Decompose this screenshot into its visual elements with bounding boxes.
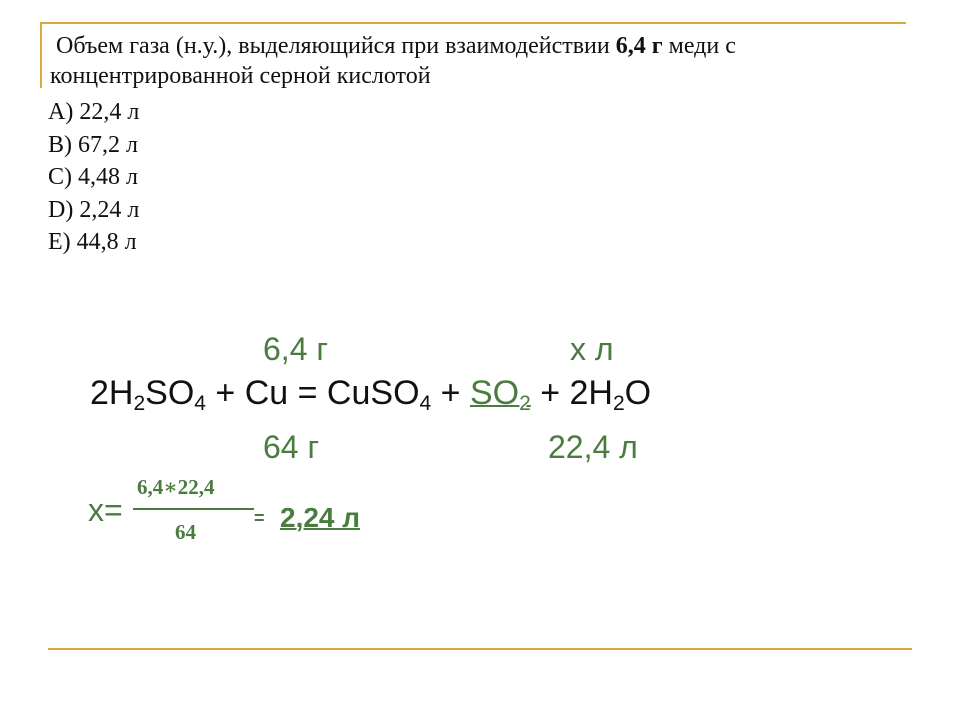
- label-cu-molar: 64 г: [263, 429, 320, 465]
- option-d: D) 2,24 л: [48, 196, 140, 223]
- question-line-2: концентрированной серной кислотой: [50, 63, 431, 89]
- eq-part: + 2H: [530, 374, 613, 412]
- eq-sub: 2: [133, 392, 146, 415]
- so2-sub: 2: [519, 392, 531, 415]
- eq-part: O: [624, 374, 652, 412]
- eq-sub: 2: [612, 392, 625, 415]
- label-so2-volume: х л: [570, 331, 614, 367]
- bottom-rule: [48, 648, 912, 650]
- x-label: х=: [88, 492, 123, 528]
- eq-part: +: [431, 374, 470, 412]
- reaction-equation: [90, 374, 651, 413]
- label-cu-mass: 6,4 г: [263, 331, 329, 367]
- answer-options: [48, 96, 139, 259]
- answer-value: 2,24 л: [280, 502, 361, 533]
- eq-part: SO: [145, 374, 195, 412]
- option-a: A) 22,4 л: [48, 99, 140, 125]
- equals-sign: =: [254, 508, 265, 528]
- label-molar-volume: 22,4 л: [548, 429, 638, 465]
- question-text: [50, 30, 736, 92]
- eq-sub: 4: [419, 392, 432, 415]
- eq-part: 2H: [90, 374, 134, 412]
- eq-part: + Cu = CuSO: [205, 374, 420, 412]
- question-line-1-end: меди с: [662, 33, 736, 59]
- question-line-1-start: Объем газа (н.у.), выделяющийся при взаимодействии: [56, 33, 616, 59]
- option-e: E) 44,8 л: [48, 229, 137, 255]
- question-mass: 6,4 г: [615, 33, 663, 59]
- left-rule: [40, 22, 42, 88]
- option-b: B) 67,2 л: [48, 131, 138, 158]
- option-c: C) 4,48 л: [48, 164, 138, 190]
- top-rule: [40, 22, 906, 24]
- fraction-line: [133, 508, 254, 510]
- eq-sub: 4: [194, 392, 206, 415]
- question-line-1: [50, 30, 736, 62]
- so2-highlight: [469, 374, 531, 415]
- so2-symbol: SO: [469, 374, 520, 412]
- fraction-numerator: 6,4∗22,4: [137, 475, 215, 499]
- fraction-denominator: 64: [175, 520, 196, 544]
